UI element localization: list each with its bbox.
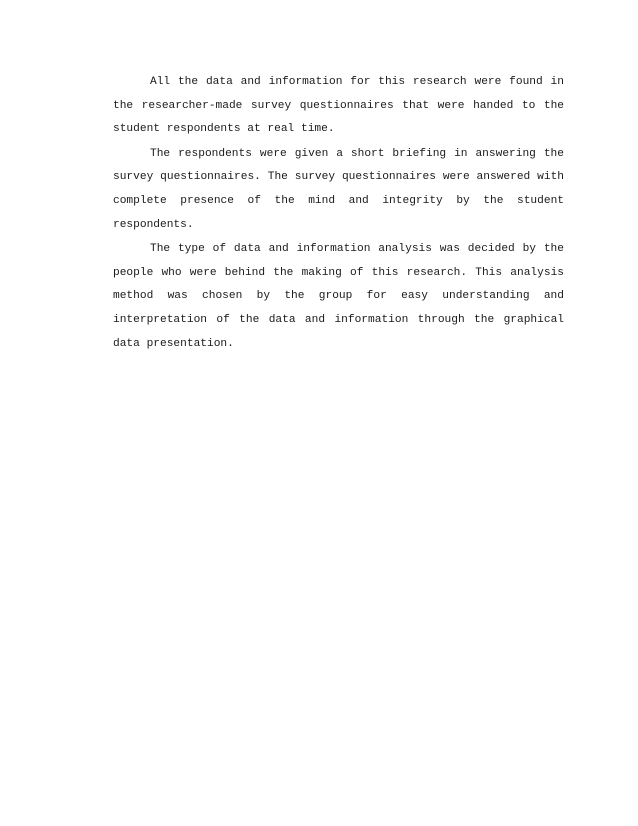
paragraph-data-source: All the data and information for this research were found in the researcher-made survey questionnaires that were handed to the student respondents at real time. bbox=[113, 76, 564, 136]
document-body bbox=[113, 71, 564, 356]
paragraph-briefing: The respondents were given a short briefing in answering the survey questionnaires. The survey questionnaires were answered with complete presence of the mind and integrity by the student respondents. bbox=[113, 147, 564, 231]
paragraph-analysis-method: The type of data and information analysis was decided by the people who were behind the making of this research. This analysis method was chosen by the group for easy understanding and interpretation of the data and information through the graphical data presentation. bbox=[113, 243, 564, 350]
